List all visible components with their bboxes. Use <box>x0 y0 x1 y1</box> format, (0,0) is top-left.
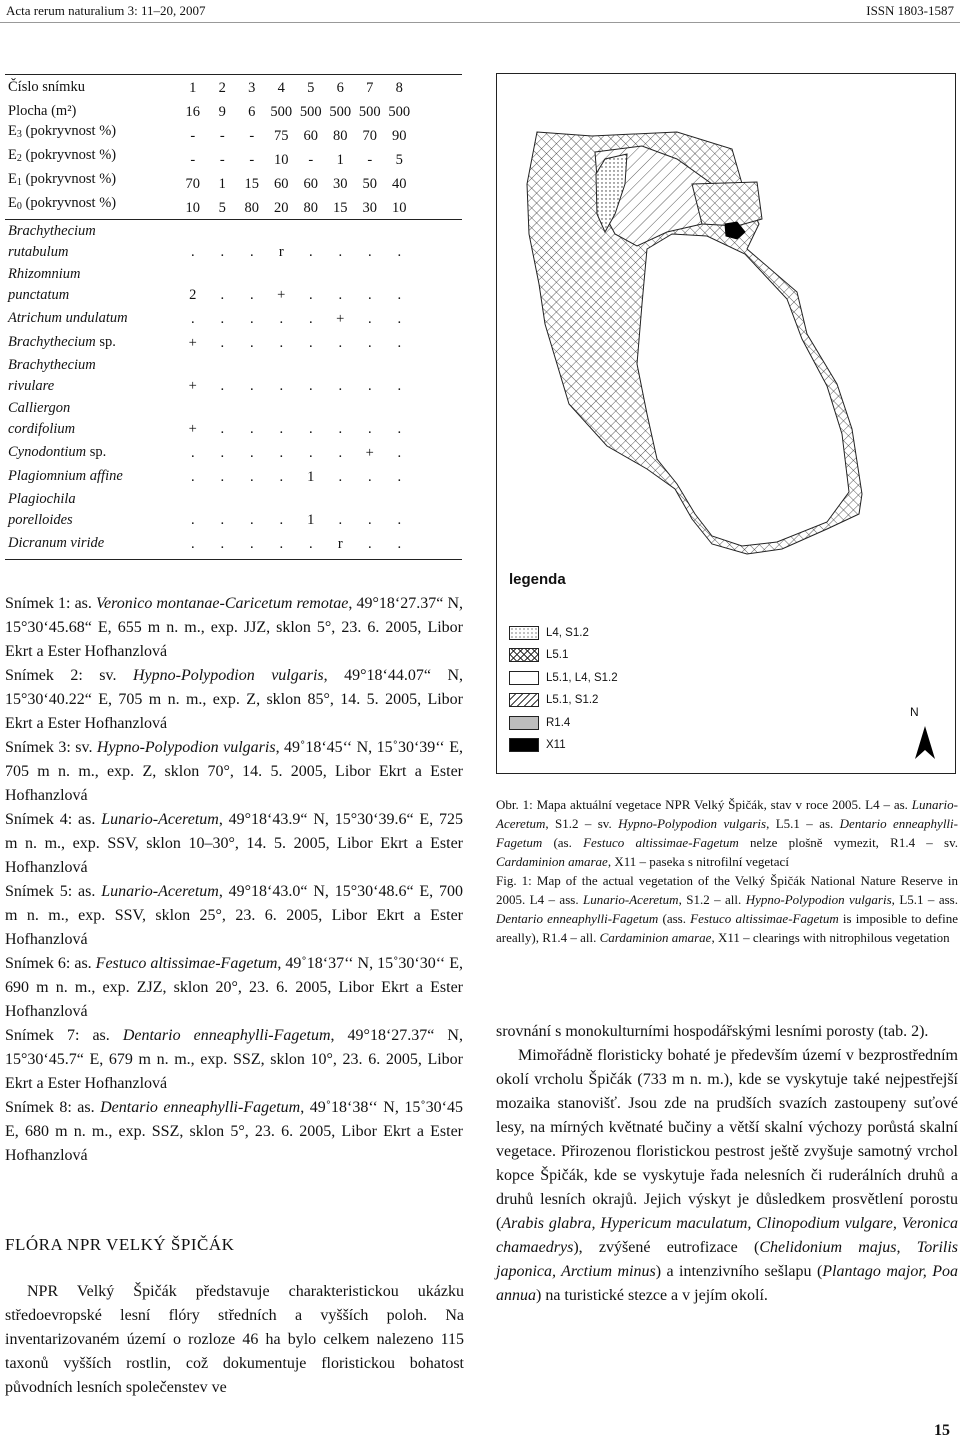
table-cell: . <box>397 469 402 485</box>
body-text: ) na turistické stezce a v jejím okolí. <box>536 1287 768 1304</box>
table-cell: . <box>308 244 313 260</box>
caption-syntaxon: Hypno-Polypodion vulgaris <box>745 892 892 907</box>
table-cell: 5 <box>218 200 226 216</box>
table-cell: - <box>308 152 314 168</box>
page-number: 15 <box>934 1422 950 1439</box>
table-cell: . <box>279 469 284 485</box>
table-cell: . <box>397 536 402 552</box>
species-suffix: sp. <box>86 444 107 460</box>
right-body-text <box>496 1020 958 1308</box>
species-name: Atrichum undulatum <box>8 310 128 326</box>
species-line: punctatum <box>8 287 70 303</box>
table-cell: 1 <box>336 152 344 168</box>
label-subscript: 1 <box>16 177 22 188</box>
caption-syntaxon: Hypno-Polypodion vulgaris <box>618 816 767 831</box>
releve-paragraph <box>5 880 463 952</box>
caption-text: , X11 – paseka s nitrofilní vegetací <box>607 854 789 869</box>
table-cell: 10 <box>274 152 289 168</box>
body-text: Mimořádně floristicky bohaté je především území v bezprostředním okolí vrcholu Špičák (733 m n. m.), kde se vyskytuje také nejpestřejší mozaika stanovišť. Jsou zde na prudších svazích zastoupeny suťové lesy, na mírných květnaté bučiny a větší skalní výchozy porůstá skalní vegetace. Přirozenou floristickou pestrost ještě zvyšuje samotný vrchol kopce Špičák, kde se vyskytuje řada nelesních či ruderálních druhů a druhů lesních okrajů. Jejich výskyt je důsledkem prosvětlení porostu ( <box>496 1047 958 1232</box>
table-cell: - <box>219 152 225 168</box>
table-cell: . <box>249 445 254 461</box>
table-header-cell: 6 <box>336 80 344 96</box>
table-cell: . <box>190 311 195 327</box>
releve-prefix: Snímek 7: as. <box>5 1027 123 1044</box>
table-cell: . <box>367 311 372 327</box>
region-crosshatch-box <box>692 182 762 226</box>
table-cell: 60 <box>303 176 318 192</box>
table-cell: . <box>190 536 195 552</box>
legend-swatch-black <box>509 738 539 752</box>
table-cell: - <box>190 128 196 144</box>
north-arrow-icon <box>915 726 935 759</box>
table-cell: 6 <box>248 104 256 120</box>
table-header-label: Číslo snímku <box>8 79 85 95</box>
table-cell: . <box>190 244 195 260</box>
table-row <box>5 195 462 219</box>
caption-syntaxon: Festuco altissimae-Fagetum <box>583 835 739 850</box>
table-cell: . <box>190 512 195 528</box>
table-cell: . <box>308 536 313 552</box>
releve-details: , 49˚18‘37‘‘ N, 15˚30‘30‘‘ E, 690 m n. m., exp. ZJZ, sklon 20°, 23. 6. 2005, Libor Ekrt a Ester Hofhanzlová <box>5 955 463 1020</box>
legend-swatch-diagonal <box>509 693 539 707</box>
table-cell: - <box>190 152 196 168</box>
table-cell: . <box>249 244 254 260</box>
releve-paragraph <box>5 952 463 1024</box>
vegetation-map <box>496 73 956 774</box>
table-cell: . <box>190 469 195 485</box>
table-cell: r <box>337 536 343 552</box>
table-header-cell: 4 <box>277 80 285 96</box>
species-name: Plagiomnium affine <box>8 468 123 484</box>
table-header-cell: 2 <box>218 80 226 96</box>
body-text: ), zvýšené eutrofizace ( <box>573 1239 760 1256</box>
figure-caption <box>496 795 958 947</box>
table-cell: . <box>220 445 225 461</box>
table-cell: . <box>279 445 284 461</box>
caption-czech <box>496 795 958 871</box>
caption-syntaxon: Lunario-Aceretum <box>583 892 679 907</box>
species-genus: Brachythecium <box>8 334 96 350</box>
caption-text: , L5.1 – as. <box>766 816 840 831</box>
table-cell: . <box>279 311 284 327</box>
table-cell: 60 <box>303 128 318 144</box>
label-part: (pokryvnost %) <box>21 123 117 139</box>
table-cell: + <box>336 311 345 327</box>
table-cell: . <box>338 335 343 351</box>
species-row <box>5 330 462 354</box>
table-cell: . <box>308 378 313 394</box>
releve-paragraph <box>5 1024 463 1096</box>
legend-label: R1.4 <box>546 717 571 729</box>
table-cell: . <box>367 244 372 260</box>
table-cell: . <box>220 244 225 260</box>
caption-text: (ass. <box>658 911 691 926</box>
table-cell: 40 <box>392 176 407 192</box>
legend-label: L5.1 <box>546 649 569 661</box>
table-cell: . <box>220 469 225 485</box>
caption-text: , S1.2 – sv. <box>545 816 619 831</box>
table-cell: . <box>220 512 225 528</box>
species-row <box>5 464 462 488</box>
table-cell: 70 <box>185 176 200 192</box>
releve-table <box>5 74 462 560</box>
caption-text: is imposible to define areally), R1.4 – all. <box>496 911 958 945</box>
releve-syntaxon: Veronico montanae-Caricetum remotae <box>96 595 349 612</box>
row-label <box>5 191 178 219</box>
caption-syntaxon: Festuco altissimae-Fagetum <box>690 911 839 926</box>
caption-text: Obr. 1: Mapa aktuální vegetace NPR Velký Špičák, stav v roce 2005. L4 – as. <box>496 797 912 812</box>
table-cell: + <box>188 335 197 351</box>
species-name <box>5 440 178 464</box>
table-cell: . <box>279 421 284 437</box>
species-row <box>5 397 462 440</box>
table-cell: . <box>397 287 402 303</box>
header-rule <box>0 22 960 23</box>
caption-text: , S1.2 – all. <box>678 892 746 907</box>
table-cell: . <box>220 421 225 437</box>
species-list: Arabis glabra, Hypericum maculatum, Clinopodium vulgare, Veronica chamaedrys <box>496 1215 958 1256</box>
table-cell: 500 <box>270 104 293 120</box>
legend-label: X11 <box>546 739 566 751</box>
releve-details: , 49°18‘43.0“ N, 15°30‘48.6“ E, 700 m n. m., exp. SSV, sklon 25°, 23. 6. 2005, Libor Ekrt a Ester Hofhanzlová <box>5 883 464 948</box>
releve-syntaxon: Dentario enneaphylli-Fagetum <box>100 1099 301 1116</box>
table-cell: 500 <box>329 104 352 120</box>
table-cell: . <box>367 335 372 351</box>
table-cell: . <box>338 378 343 394</box>
legend-swatch-gray <box>509 716 539 730</box>
table-cell: . <box>397 335 402 351</box>
table-cell: . <box>338 287 343 303</box>
table-cell: 30 <box>362 200 377 216</box>
releve-details: , 49˚18‘45‘‘ N, 15˚30‘39‘‘ E, 705 m n. m., exp. Z, sklon 70°, 14. 5. 2005, Libor Ekrt a Ester Hofhanzlová <box>5 739 463 804</box>
body-paragraph <box>496 1044 958 1308</box>
table-cell: 10 <box>392 200 407 216</box>
table-cell: 80 <box>303 200 318 216</box>
table-cell: - <box>367 152 373 168</box>
species-suffix: sp. <box>95 334 116 350</box>
table-header-cell: 1 <box>189 80 197 96</box>
species-name: Dicranum viride <box>8 535 105 551</box>
row-label: Plocha (m²) <box>8 103 77 119</box>
legend-title: legenda <box>509 571 566 588</box>
table-bottom-rule <box>5 559 462 560</box>
label-subscript: 2 <box>16 153 22 164</box>
table-cell: . <box>279 536 284 552</box>
label-part: (pokryvnost %) <box>21 147 117 163</box>
table-cell: . <box>249 287 254 303</box>
table-cell: . <box>220 287 225 303</box>
label-part: (pokryvnost %) <box>21 171 117 187</box>
species-line: Calliergon <box>8 400 71 416</box>
species-row <box>5 440 462 464</box>
left-body-text <box>5 1280 464 1400</box>
table-cell: . <box>279 512 284 528</box>
table-cell: . <box>338 445 343 461</box>
table-cell: . <box>338 469 343 485</box>
legend-swatch-dots <box>509 626 539 640</box>
table-cell: . <box>249 421 254 437</box>
body-paragraph: srovnání s monokulturními hospodářskými lesními porosty (tab. 2). <box>496 1023 929 1040</box>
releve-details: , 49°18‘44.07“ N, 15°30‘40.22“ E, 705 m n. m., exp. Z, sklon 85°, 14. 5. 2005, Libor Ekrt a Ester Hofhanzlová <box>5 667 463 732</box>
table-cell: . <box>220 536 225 552</box>
table-cell: 500 <box>299 104 322 120</box>
releve-paragraph <box>5 664 463 736</box>
table-cell: 500 <box>388 104 411 120</box>
table-cell: . <box>249 335 254 351</box>
table-cell: . <box>249 469 254 485</box>
table-cell: 70 <box>362 128 377 144</box>
table-cell: . <box>367 512 372 528</box>
releve-syntaxon: Hypno-Polypodion vulgaris <box>96 739 276 756</box>
species-name <box>5 489 178 531</box>
releve-details: , 49°18‘27.37“ N, 15°30‘45.7“ E, 679 m n. m., exp. SSZ, sklon 10°, 23. 6. 2005, Libor Ekrt a Ester Hofhanzlová <box>5 1027 463 1092</box>
table-cell: 2 <box>189 287 197 303</box>
table-cell: 10 <box>185 200 200 216</box>
table-cell: . <box>249 512 254 528</box>
legend-label: L5.1, S1.2 <box>546 694 599 706</box>
releve-prefix: Snímek 6: as. <box>5 955 96 972</box>
table-cell: 20 <box>274 200 289 216</box>
table-cell: 80 <box>333 128 348 144</box>
journal-citation: Acta rerum naturalium 3: 11–20, 2007 <box>6 3 206 18</box>
species-name <box>5 264 178 306</box>
table-cell: . <box>279 378 284 394</box>
table-cell: . <box>367 421 372 437</box>
table-cell: . <box>338 421 343 437</box>
table-cell: . <box>397 421 402 437</box>
table-cell: 1 <box>307 512 315 528</box>
caption-syntaxon: Cardaminion amarae <box>599 930 712 945</box>
releve-syntaxon: Festuco altissimae-Fagetum <box>95 955 278 972</box>
issn: ISSN 1803-1587 <box>866 3 954 18</box>
north-label: N <box>910 705 919 719</box>
species-line: porelloides <box>8 512 73 528</box>
species-line: Brachythecium <box>8 357 96 373</box>
species-list: Chelidonium majus, Torilis japonica, Arctium minus <box>496 1239 958 1280</box>
table-cell: 60 <box>274 176 289 192</box>
table-cell: 75 <box>274 128 289 144</box>
table-cell: 16 <box>185 104 200 120</box>
releve-syntaxon: Lunario-Aceretum <box>101 883 219 900</box>
table-header-cell: 3 <box>248 80 256 96</box>
table-cell: - <box>249 128 255 144</box>
legend-label: L4, S1.2 <box>546 627 589 639</box>
map-drawing <box>497 74 957 775</box>
table-header-cell: 5 <box>307 80 315 96</box>
releve-prefix: Snímek 8: as. <box>5 1099 101 1116</box>
table-cell: . <box>397 445 402 461</box>
species-line: cordifolium <box>8 421 76 437</box>
table-cell: . <box>220 311 225 327</box>
table-cell: r <box>278 244 284 260</box>
table-cell: - <box>249 152 255 168</box>
species-name <box>5 398 178 440</box>
table-cell: - <box>219 128 225 144</box>
releve-details: , 49°18‘27.37“ N, 15°30‘45.68“ E, 655 m n. m., exp. JJZ, sklon 5°, 23. 6. 2005, Libor Ekrt a Ester Hofhanzlová <box>5 595 463 660</box>
label-part: E <box>8 123 17 139</box>
table-cell: . <box>397 244 402 260</box>
releve-paragraph <box>5 808 463 880</box>
legend-label: L5.1, L4, S1.2 <box>546 672 618 684</box>
releve-prefix: Snímek 4: as. <box>5 811 102 828</box>
table-cell: . <box>308 445 313 461</box>
species-row <box>5 354 462 397</box>
species-row <box>5 531 462 555</box>
table-cell: 1 <box>307 469 315 485</box>
releve-paragraph <box>5 1096 463 1168</box>
legend-swatch-crosshatch <box>509 648 539 662</box>
running-header <box>0 0 960 22</box>
table-cell: 90 <box>392 128 407 144</box>
caption-text: nelze plošně vymezit, R1.4 – sv. <box>738 835 958 850</box>
releve-descriptions <box>5 592 463 1168</box>
table-cell: . <box>249 536 254 552</box>
table-header-cell: 7 <box>366 80 374 96</box>
species-row <box>5 306 462 330</box>
releve-syntaxon: Lunario-Aceretum <box>101 811 219 828</box>
label-part: E <box>8 195 17 211</box>
species-line: Brachythecium <box>8 223 96 239</box>
releve-paragraph <box>5 736 463 808</box>
table-cell: 9 <box>218 104 226 120</box>
releve-prefix: Snímek 2: sv. <box>5 667 133 684</box>
table-cell: . <box>338 244 343 260</box>
table-cell: . <box>308 421 313 437</box>
label-subscript: 0 <box>16 201 22 212</box>
table-cell: 15 <box>244 176 259 192</box>
table-cell: 500 <box>358 104 381 120</box>
table-cell: . <box>367 469 372 485</box>
caption-syntaxon: Lunario-Aceretum <box>496 797 958 831</box>
table-cell: . <box>249 378 254 394</box>
section-heading: FLÓRA NPR VELKÝ ŠPIČÁK <box>5 1235 235 1254</box>
table-header-row <box>5 75 462 99</box>
caption-english <box>496 871 958 947</box>
table-cell: 5 <box>395 152 403 168</box>
species-row <box>5 220 462 263</box>
releve-prefix: Snímek 1: as. <box>5 595 97 612</box>
table-cell: . <box>367 378 372 394</box>
releve-paragraph <box>5 592 463 664</box>
table-cell: . <box>397 311 402 327</box>
releve-syntaxon: Dentario enneaphylli-Fagetum <box>122 1027 331 1044</box>
body-paragraph: NPR Velký Špičák představuje charakteristickou ukázku středoevropské lesní flóry středních a vyšších poloh. Na inventarizovaném území o rozloze 46 ha bylo celkem nalezeno 115 taxonů vyšších rostlin, což dokumentuje floristickou bohatost původních lesních společenstev ve <box>5 1283 464 1396</box>
table-cell: . <box>308 311 313 327</box>
table-cell: . <box>220 378 225 394</box>
table-cell: 50 <box>362 176 377 192</box>
releve-prefix: Snímek 3: sv. <box>5 739 97 756</box>
table-cell: . <box>367 536 372 552</box>
region-white <box>637 234 849 546</box>
label-part: (pokryvnost %) <box>21 195 117 211</box>
table-cell: 15 <box>333 200 348 216</box>
species-line: Rhizomnium <box>8 266 81 282</box>
species-row <box>5 263 462 306</box>
caption-text: Fig. 1: Map of the actual vegetation of the Velký Špičák National Nature Reserve in 2005. L4 – ass. <box>496 873 958 907</box>
caption-syntaxon: Dentario enneaphylli-Fagetum <box>496 816 958 850</box>
table-cell: . <box>397 512 402 528</box>
species-name <box>5 355 178 397</box>
table-cell: 1 <box>218 176 226 192</box>
species-line: rutabulum <box>8 244 69 260</box>
species-line: rivulare <box>8 378 55 394</box>
caption-syntaxon: Dentario enneaphylli-Fagetum <box>496 911 659 926</box>
table-cell: . <box>279 335 284 351</box>
releve-details: , 49˚18‘38‘‘ N, 15˚30‘45 E, 680 m n. m., exp. SSZ, sklon 5°, 23. 6. 2005, Libor Ekrt a Ester Hofhanzlová <box>5 1099 463 1164</box>
releve-details: , 49°18‘43.9“ N, 15°30‘39.6“ E, 725 m n. m., exp. SSV, sklon 10–30°, 14. 5. 2005, Libor Ekrt a Ester Hofhanzlová <box>5 811 464 876</box>
table-cell: + <box>365 445 374 461</box>
table-cell: + <box>188 378 197 394</box>
table-cell: . <box>190 445 195 461</box>
caption-text: , L5.1 – ass. <box>891 892 958 907</box>
table-cell: + <box>277 287 286 303</box>
caption-syntaxon: Cardaminion amarae <box>496 854 608 869</box>
species-name <box>5 330 178 354</box>
table-cell: . <box>397 378 402 394</box>
body-text: ) a intenzivního sešlapu ( <box>655 1263 823 1280</box>
table-cell: . <box>308 287 313 303</box>
table-cell: . <box>367 287 372 303</box>
label-part: E <box>8 147 17 163</box>
table-cell: + <box>188 421 197 437</box>
species-list: Plantago major, Poa annua <box>496 1263 958 1304</box>
species-line: Plagiochila <box>8 491 76 507</box>
label-part: E <box>8 171 17 187</box>
table-cell: 30 <box>333 176 348 192</box>
releve-syntaxon: Hypno-Polypodion vulgaris <box>132 667 324 684</box>
table-cell: . <box>249 311 254 327</box>
label-subscript: 3 <box>16 129 22 140</box>
table-cell: 80 <box>244 200 259 216</box>
caption-text: , X11 – clearings with nitrophilous vegetation <box>711 930 950 945</box>
species-name <box>5 221 178 263</box>
species-row <box>5 488 462 531</box>
table-header-cell: 8 <box>395 80 403 96</box>
releve-prefix: Snímek 5: as. <box>5 883 102 900</box>
table-cell: . <box>338 512 343 528</box>
table-cell: . <box>220 335 225 351</box>
species-genus: Cynodontium <box>8 444 87 460</box>
legend-swatch-white <box>509 671 539 685</box>
table-cell: . <box>308 335 313 351</box>
caption-text: (as. <box>542 835 584 850</box>
